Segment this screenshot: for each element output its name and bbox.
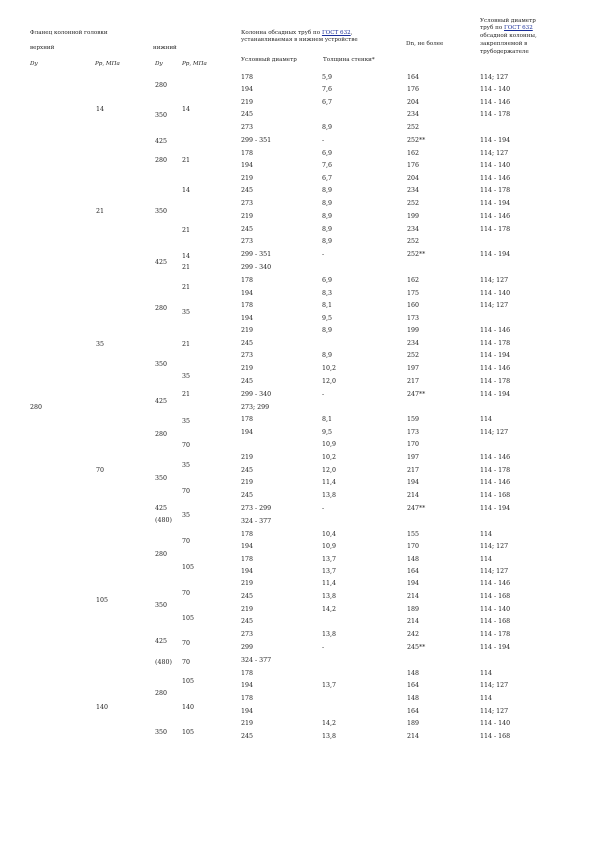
cond-diam-cell: 245 <box>241 618 254 625</box>
dn-cell: 245** <box>407 644 426 651</box>
dy-lower-value: 425 <box>155 398 168 405</box>
dy-lower-header: Dy <box>155 61 163 67</box>
casing-diam-cell: 114; 127 <box>480 302 509 309</box>
wall-cell: 14,2 <box>322 720 337 727</box>
wall-cell: 6,7 <box>322 99 333 106</box>
wall-cell: 8,9 <box>322 187 333 194</box>
casing-diam-cell: 114 - 178 <box>480 467 511 474</box>
dn-cell: 162 <box>407 150 420 157</box>
dn-cell: 234 <box>407 187 420 194</box>
wall-cell: 10,9 <box>322 543 337 550</box>
wall-cell: 6,9 <box>322 277 333 284</box>
dy-lower-value: 350 <box>155 361 168 368</box>
cond-diam-cell: 219 <box>241 454 254 461</box>
pp-lower-value: 35 <box>182 418 191 425</box>
wall-cell: 8,9 <box>322 238 333 245</box>
wall-cell: 8,1 <box>322 302 333 309</box>
dn-cell: 234 <box>407 340 420 347</box>
dn-cell: 176 <box>407 162 420 169</box>
pp-lower-value: 21 <box>182 157 191 164</box>
pp-lower-value: 21 <box>182 341 191 348</box>
casing-diam-cell: 114 <box>480 416 493 423</box>
cond-diam-cell: 219 <box>241 99 254 106</box>
dn-cell: 173 <box>407 315 420 322</box>
casing-diam-cell: 114 - 168 <box>480 492 511 499</box>
pp-lower-value: 70 <box>182 659 191 666</box>
dn-cell: 160 <box>407 302 420 309</box>
dn-cell: 252** <box>407 137 426 144</box>
dn-cell: 197 <box>407 365 420 372</box>
wall-cell: 8,9 <box>322 200 333 207</box>
cond-diam-cell: 219 <box>241 175 254 182</box>
dy-lower-value: 280 <box>155 305 168 312</box>
cond-diam-cell: 178 <box>241 416 254 423</box>
cond-diam-cell: 299 - 340 <box>241 391 272 398</box>
cond-diam-cell: 273 - 299 <box>241 505 272 512</box>
dy-lower-value: 280 <box>155 157 168 164</box>
dn-cell: 164 <box>407 74 420 81</box>
cond-diam-cell: 273; 299 <box>241 404 270 411</box>
dn-cell: 155 <box>407 531 420 538</box>
pp-lower-value: 70 <box>182 538 191 545</box>
wall-cell: 8,1 <box>322 416 333 423</box>
dn-cell: 204 <box>407 175 420 182</box>
casing-diam-cell: 114 - 146 <box>480 454 511 461</box>
casing-diam-cell: 114 - 146 <box>480 99 511 106</box>
pp-lower-value: 14 <box>182 187 191 194</box>
casing-diam-cell: 114 <box>480 531 493 538</box>
cond-diam-cell: 219 <box>241 365 254 372</box>
casing-diam-cell: 114 - 194 <box>480 505 511 512</box>
cond-diam-cell: 245 <box>241 593 254 600</box>
cond-diam-cell: 178 <box>241 531 254 538</box>
casing-diam-cell: 114; 127 <box>480 150 509 157</box>
dn-cell: 242 <box>407 631 420 638</box>
casing-diam-cell: 114; 127 <box>480 74 509 81</box>
cond-diam-cell: 194 <box>241 682 254 689</box>
dn-cell: 197 <box>407 454 420 461</box>
gost-632-link-right[interactable]: ГОСТ 632 <box>504 25 533 31</box>
wall-cell: 8,9 <box>322 327 333 334</box>
dn-cell: 148 <box>407 695 420 702</box>
lower-flange-header: нижний <box>153 45 177 51</box>
flange-group-header: Фланец колонной головки <box>30 30 108 36</box>
cond-diam-cell: 273 <box>241 200 254 207</box>
dn-cell: 234 <box>407 111 420 118</box>
pp-upper-value: 105 <box>96 597 109 604</box>
pp-lower-value: 35 <box>182 373 191 380</box>
dn-cell: 214 <box>407 618 420 625</box>
pp-upper-value: 21 <box>96 208 105 215</box>
dy-lower-value: 280 <box>155 431 168 438</box>
wall-cell: 6,7 <box>322 175 333 182</box>
cond-diam-cell: 194 <box>241 162 254 169</box>
dn-cell: 252 <box>407 200 420 207</box>
pp-lower-value: 35 <box>182 462 191 469</box>
dn-cell: 252 <box>407 352 420 359</box>
upper-flange-header: верхний <box>30 45 55 51</box>
dn-cell: 189 <box>407 606 420 613</box>
casing-diam-cell: 114 - 168 <box>480 593 511 600</box>
cond-diam-cell: 178 <box>241 302 254 309</box>
dn-cell: 164 <box>407 682 420 689</box>
dn-cell: 164 <box>407 568 420 575</box>
pp-lower-value: 70 <box>182 442 191 449</box>
gost-632-link[interactable]: ГОСТ 632 <box>321 30 351 36</box>
dn-cell: 234 <box>407 226 420 233</box>
casing-diam-cell: 114 - 146 <box>480 365 511 372</box>
casing-diam-cell: 114 - 140 <box>480 162 511 169</box>
wall-cell: 5,9 <box>322 74 333 81</box>
dn-cell: 148 <box>407 556 420 563</box>
dn-cell: 247** <box>407 505 426 512</box>
casing-diam-cell: 114 - 194 <box>480 352 511 359</box>
wall-cell: 13,7 <box>322 556 337 563</box>
pp-lower-value: 70 <box>182 590 191 597</box>
dn-cell: 199 <box>407 327 420 334</box>
dy-lower-value: 280 <box>155 690 168 697</box>
dn-cell: 204 <box>407 99 420 106</box>
pp-lower-value: 105 <box>182 678 195 685</box>
dn-cell: 162 <box>407 277 420 284</box>
cond-diam-header: Условный диаметр <box>241 57 297 63</box>
wall-cell: 14,2 <box>322 606 337 613</box>
wall-cell: 12,0 <box>322 467 337 474</box>
casing-diam-cell: 114 - 168 <box>480 733 511 740</box>
dn-cell: 214 <box>407 593 420 600</box>
dy-lower-value: 350 <box>155 729 168 736</box>
pp-lower-value: 14 <box>182 253 191 260</box>
cond-diam-cell: 219 <box>241 720 254 727</box>
dy-upper-header: Dy <box>30 61 38 67</box>
dy-lower-value: 350 <box>155 112 168 119</box>
casing-diam-cell: 114 - 140 <box>480 290 511 297</box>
dn-cell: 164 <box>407 708 420 715</box>
cond-diam-cell: 194 <box>241 315 254 322</box>
dn-cell: 175 <box>407 290 420 297</box>
casing-diam-cell: 114 <box>480 670 493 677</box>
dn-cell: 148 <box>407 670 420 677</box>
cond-diam-cell: 245 <box>241 187 254 194</box>
cond-diam-cell: 194 <box>241 543 254 550</box>
casing-diam-cell: 114 <box>480 695 493 702</box>
casing-diam-cell: 114 - 178 <box>480 226 511 233</box>
cond-diam-cell: 299 <box>241 644 254 651</box>
wall-cell: 13,8 <box>322 593 337 600</box>
dn-cell: 252** <box>407 251 426 258</box>
wall-cell: 11,4 <box>322 580 337 587</box>
casing-diam-cell: 114 - 178 <box>480 111 511 118</box>
wall-cell: 10,9 <box>322 441 337 448</box>
dn-cell: 214 <box>407 492 420 499</box>
wall-cell: 10,4 <box>322 531 337 538</box>
casing-diam-cell: 114; 127 <box>480 277 509 284</box>
cond-diam-cell: 273 <box>241 352 254 359</box>
dy-lower-value: (480) <box>155 517 172 524</box>
cond-diam-cell: 178 <box>241 556 254 563</box>
casing-diam-cell: 114 - 194 <box>480 644 511 651</box>
pp-upper-header: Pp, МПа <box>95 61 120 67</box>
wall-cell: 8,9 <box>322 213 333 220</box>
casing-diam-cell: 114; 127 <box>480 568 509 575</box>
casing-diam-cell: 114; 127 <box>480 543 509 550</box>
wall-cell: 13,7 <box>322 682 337 689</box>
casing-diam-cell: 114; 127 <box>480 682 509 689</box>
casing-header-line2: устанавливаемая в нижнем устройстве <box>241 37 358 43</box>
cond-diam-cell: 245 <box>241 467 254 474</box>
cond-diam-cell: 273 <box>241 238 254 245</box>
pp-lower-value: 14 <box>182 106 191 113</box>
cond-diam-cell: 299 - 340 <box>241 264 272 271</box>
dn-cell: 194 <box>407 479 420 486</box>
cond-diam-cell: 194 <box>241 708 254 715</box>
casing-diam-cell: 114 - 146 <box>480 327 511 334</box>
cond-diam-cell: 245 <box>241 378 254 385</box>
casing-diam-cell: 114 - 178 <box>480 378 511 385</box>
casing-diam-cell: 114 - 140 <box>480 606 511 613</box>
cond-diam-cell: 194 <box>241 568 254 575</box>
dy-lower-value: 425 <box>155 259 168 266</box>
cond-diam-cell: 299 - 351 <box>241 137 272 144</box>
cond-diam-cell: 324 - 377 <box>241 657 272 664</box>
casing-diam-cell: 114 - 178 <box>480 631 511 638</box>
dn-cell: 170 <box>407 441 420 448</box>
casing-diam-cell: 114 - 178 <box>480 340 511 347</box>
pp-upper-value: 14 <box>96 106 105 113</box>
wall-cell: 11,4 <box>322 479 337 486</box>
wall-cell: - <box>322 505 325 512</box>
wall-cell: 13,8 <box>322 631 337 638</box>
right-header-line3: обсадной колонны, <box>480 33 537 39</box>
casing-diam-cell: 114; 127 <box>480 708 509 715</box>
dy-lower-value: (480) <box>155 659 172 666</box>
cond-diam-cell: 178 <box>241 695 254 702</box>
pp-upper-value: 140 <box>96 704 109 711</box>
cond-diam-cell: 194 <box>241 290 254 297</box>
pp-lower-value: 21 <box>182 284 191 291</box>
right-header-line2: труб по ГОСТ 632 <box>480 25 533 31</box>
cond-diam-cell: 194 <box>241 429 254 436</box>
casing-diam-cell: 114 - 194 <box>480 137 511 144</box>
wall-cell: - <box>322 644 325 651</box>
cond-diam-cell: 219 <box>241 580 254 587</box>
cond-diam-cell: 194 <box>241 86 254 93</box>
pp-lower-value: 21 <box>182 391 191 398</box>
pp-lower-value: 35 <box>182 512 191 519</box>
dn-cell: 214 <box>407 733 420 740</box>
dn-cell: 173 <box>407 429 420 436</box>
dy-lower-value: 280 <box>155 551 168 558</box>
cond-diam-cell: 245 <box>241 111 254 118</box>
cond-diam-cell: 219 <box>241 213 254 220</box>
wall-cell: 13,8 <box>322 733 337 740</box>
dn-cell: 199 <box>407 213 420 220</box>
dy-lower-value: 425 <box>155 138 168 145</box>
cond-diam-cell: 178 <box>241 670 254 677</box>
dy-lower-value: 425 <box>155 505 168 512</box>
dy-lower-value: 280 <box>155 82 168 89</box>
casing-diam-cell: 114; 127 <box>480 429 509 436</box>
wall-cell: 10,2 <box>322 365 337 372</box>
dn-cell: 189 <box>407 720 420 727</box>
pp-upper-value: 35 <box>96 341 105 348</box>
pp-upper-value: 70 <box>96 467 105 474</box>
cond-diam-cell: 178 <box>241 277 254 284</box>
wall-cell: 7,6 <box>322 86 333 93</box>
cond-diam-cell: 219 <box>241 327 254 334</box>
wall-cell: 8,9 <box>322 124 333 131</box>
cond-diam-cell: 245 <box>241 226 254 233</box>
casing-diam-cell: 114 - 194 <box>480 391 511 398</box>
cond-diam-cell: 219 <box>241 479 254 486</box>
casing-diam-cell: 114 - 140 <box>480 86 511 93</box>
pp-lower-value: 21 <box>182 227 191 234</box>
cond-diam-cell: 178 <box>241 74 254 81</box>
right-header-line4: закрепляемой в <box>480 41 528 47</box>
dn-cell: 159 <box>407 416 420 423</box>
wall-cell: 6,9 <box>322 150 333 157</box>
dn-cell: 194 <box>407 580 420 587</box>
dn-cell: 252 <box>407 124 420 131</box>
cond-diam-cell: 178 <box>241 150 254 157</box>
wall-cell: - <box>322 391 325 398</box>
dn-cell: 170 <box>407 543 420 550</box>
pp-lower-value: 140 <box>182 704 195 711</box>
cond-diam-cell: 219 <box>241 606 254 613</box>
dy-lower-value: 350 <box>155 602 168 609</box>
wall-cell: 7,6 <box>322 162 333 169</box>
wall-header: Толщина стенки* <box>323 57 375 63</box>
casing-diam-cell: 114 - 146 <box>480 580 511 587</box>
cond-diam-cell: 299 - 351 <box>241 251 272 258</box>
wall-cell: 8,9 <box>322 226 333 233</box>
casing-diam-cell: 114 - 194 <box>480 200 511 207</box>
cond-diam-cell: 273 <box>241 631 254 638</box>
cond-diam-cell: 273 <box>241 124 254 131</box>
casing-diam-cell: 114 - 178 <box>480 187 511 194</box>
wall-cell: 13,8 <box>322 492 337 499</box>
dn-cell: 217 <box>407 378 420 385</box>
wall-cell: 12,0 <box>322 378 337 385</box>
pp-lower-value: 70 <box>182 640 191 647</box>
wall-cell: 9,5 <box>322 429 333 436</box>
cond-diam-cell: 245 <box>241 340 254 347</box>
dn-cell: 176 <box>407 86 420 93</box>
casing-diam-cell: 114 - 140 <box>480 720 511 727</box>
casing-diam-cell: 114 - 194 <box>480 251 511 258</box>
dn-cell: 247** <box>407 391 426 398</box>
dy-lower-value: 425 <box>155 638 168 645</box>
right-header-line5: трубодержателе <box>480 49 529 55</box>
dy-upper-value: 280 <box>30 404 43 411</box>
pp-lower-value: 105 <box>182 729 195 736</box>
dy-lower-value: 350 <box>155 475 168 482</box>
cond-diam-cell: 245 <box>241 492 254 499</box>
casing-diam-cell: 114 - 146 <box>480 213 511 220</box>
dn-cell: 252 <box>407 238 420 245</box>
dn-max-header: Dn, не более <box>406 41 444 47</box>
right-header-line1: Условный диаметр <box>480 18 536 24</box>
pp-lower-value: 105 <box>182 564 195 571</box>
pp-lower-value: 70 <box>182 488 191 495</box>
pp-lower-value: 35 <box>182 309 191 316</box>
casing-diam-cell: 114 - 168 <box>480 618 511 625</box>
wall-cell: 10,2 <box>322 454 337 461</box>
pp-lower-header: Pp, МПа <box>182 61 207 67</box>
wall-cell: - <box>322 137 325 144</box>
cond-diam-cell: 324 - 377 <box>241 518 272 525</box>
dn-cell: 217 <box>407 467 420 474</box>
casing-diam-cell: 114 - 146 <box>480 479 511 486</box>
pp-lower-value: 105 <box>182 615 195 622</box>
dy-lower-value: 350 <box>155 208 168 215</box>
wall-cell: - <box>322 251 325 258</box>
casing-diam-cell: 114 <box>480 556 493 563</box>
cond-diam-cell: 245 <box>241 733 254 740</box>
wall-cell: 8,3 <box>322 290 333 297</box>
wall-cell: 9,5 <box>322 315 333 322</box>
wall-cell: 8,9 <box>322 352 333 359</box>
casing-header: Колонна обсадных труб по ГОСТ 632, <box>241 30 353 36</box>
wall-cell: 13,7 <box>322 568 337 575</box>
pp-lower-value: 21 <box>182 264 191 271</box>
casing-diam-cell: 114 - 146 <box>480 175 511 182</box>
